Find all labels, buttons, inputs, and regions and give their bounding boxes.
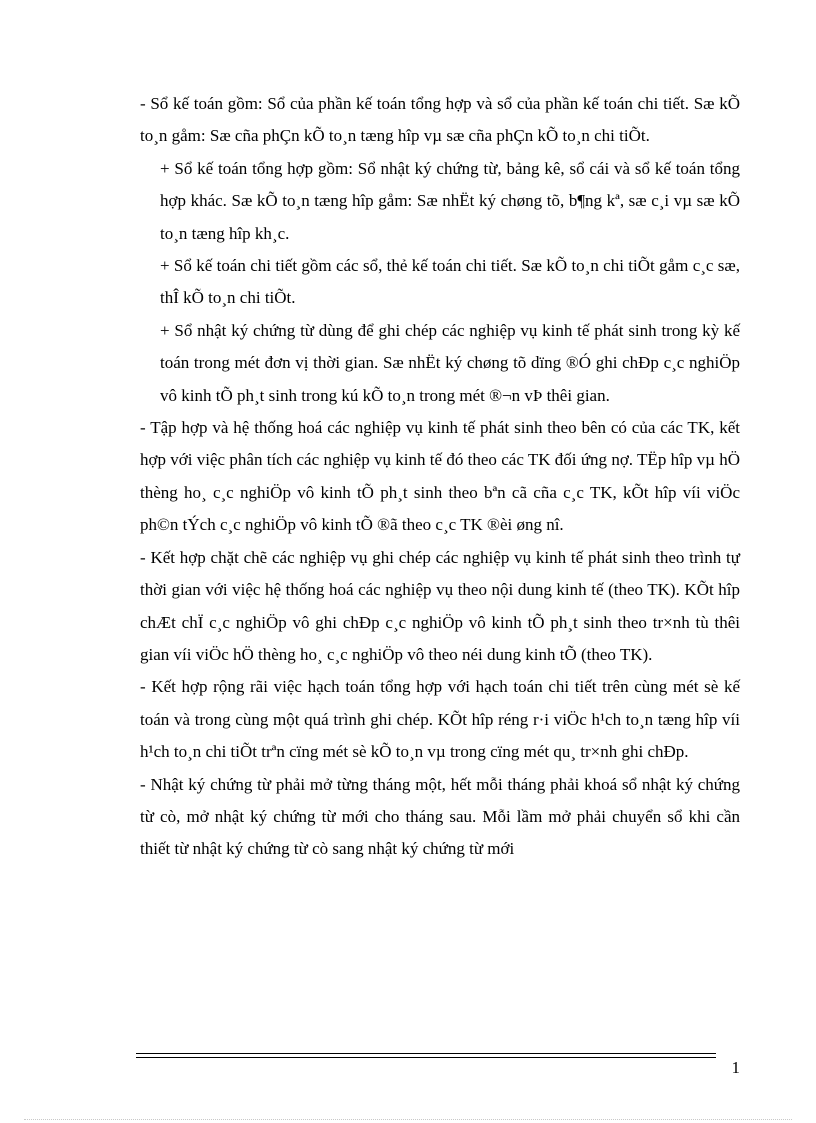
paragraph-7: - Kết hợp rộng rãi việc hạch toán tổng hợp với hạch toán chi tiết trên cùng mét sè kế toán và trong cùng một quá trình ghi chép. KÕt hîp réng r·i viÖc h¹ch to¸n tæng hîp víi h¹ch to¸n chi tiÕt trªn cïng mét sè kÕ to¸n vµ trong cïng mét qu¸ tr×nh ghi chÐp. (140, 677, 740, 762)
paragraph-4: + Sổ nhật ký chứng từ dùng để ghi chép các nghiệp vụ kinh tế phát sinh trong kỳ kế toán trong mét đơn vị thời gian. Sæ nhËt ký chøng tõ dïng ®Ó ghi chÐp c¸c nghiÖp vô kinh tÕ ph¸t sinh trong kú kÕ to¸n trong mét ®¬n vÞ thêi gian. (160, 320, 740, 405)
paragraph-2: + Sổ kế toán tổng hợp gồm: Sổ nhật ký chứng từ, bảng kê, sổ cái và sổ kế toán tổng hợp khác. Sæ kÕ to¸n tæng hîp gåm: Sæ nhËt ký chøng tõ, b¶ng kª, sæ c¸i vµ sæ kÕ to¸n tæng hîp kh¸c. (160, 158, 740, 243)
page-number: 1 (731, 1058, 740, 1077)
paragraph-8: - Nhật ký chứng từ phải mở từng tháng một, hết mỗi tháng phải khoá sổ nhật ký chứng từ cò, mở nhật ký chứng từ mới cho tháng sau. Mỗi lầm mở phải chuyển sổ khi cần thiết từ nhật ký chứng từ cò sang nhật ký chứng từ mới (140, 774, 740, 859)
page-bottom-dotted-line (24, 1119, 792, 1120)
paragraph-6: - Kết hợp chặt chẽ các nghiệp vụ ghi chép các nghiệp vụ kinh tế phát sinh theo trình tự thời gian với việc hệ thống hoá các nghiệp vụ theo nội dung kinh tế (theo TK). KÕt hîp chÆt chÏ c¸c nghiÖp vô ghi chÐp c¸c nghiÖp vô kinh tÕ ph¸t sinh theo tr×nh tù thêi gian víi viÖc hÖ thèng ho¸ c¸c nghiÖp vô theo néi dung kinh tÕ (theo TK). (140, 547, 740, 664)
paragraph-3: + Sổ kế toán chi tiết gồm các sổ, thẻ kế toán chi tiết. Sæ kÕ to¸n chi tiÕt gåm c¸c sæ, thÎ kÕ to¸n chi tiÕt. (160, 256, 740, 308)
paragraph-1: - Sổ kế toán gồm: Sổ của phần kế toán tổng hợp và sổ của phần kế toán chi tiết. Sæ kÕ to¸n gåm: Sæ cña phÇn kÕ to¸n tæng hîp vµ sæ cña phÇn kÕ to¸n chi tiÕt. (140, 94, 740, 146)
footer-rule (136, 1053, 716, 1058)
paragraph-5: - Tập hợp và hệ thống hoá các nghiệp vụ kinh tế phát sinh theo bên có của các TK, kết hợp với việc phân tích các nghiệp vụ kinh tế đó theo các TK đối ứng nợ. TËp hîp vµ hÖ thèng ho¸ c¸c nghiÖp vô kinh tÕ ph¸t sinh theo bªn cã cña c¸c TK, kÕt hîp víi viÖc ph©n tÝch c¸c nghiÖp vô kinh tÕ ®ã theo c¸c TK ®èi øng nî. (140, 418, 740, 535)
document-body (136, 88, 740, 866)
